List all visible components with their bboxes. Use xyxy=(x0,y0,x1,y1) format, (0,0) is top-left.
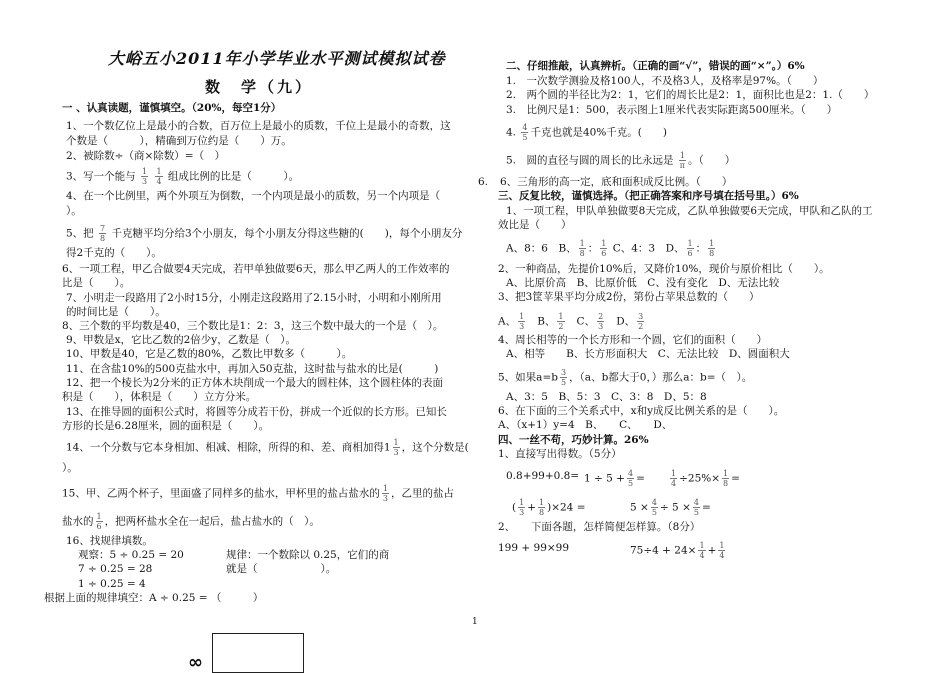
q14-line1 xyxy=(66,438,469,457)
fraction-seven-eighths: $\frac{7}{8}$ xyxy=(100,224,106,243)
s2-q6: 6、三角形的高一定，底和面积成反比例。（ ） xyxy=(500,176,733,188)
q14-text-b: ，这个分数是( xyxy=(401,441,469,454)
s3-q5-text-b: ，（a、b都大于0，）那么a：b=（ ）。 xyxy=(569,371,753,384)
q15-text-b: ，乙里的盐占 xyxy=(390,487,454,500)
fraction-four-fifths-calc2: $\frac{4}{5}$ xyxy=(627,469,634,488)
q5-line2: 得2千克的（ ）。 xyxy=(66,247,162,259)
s4-calc-4-open: ( xyxy=(512,501,517,514)
q11-line: 11、在含盐10%的500克盐水中，再加入50克盐，这时盐与盐水的比是( ) xyxy=(66,363,439,375)
q1-line1: 1、一个数亿位上是最小的合数，百万位上是最小的质数，千位上是最小的奇数，这 xyxy=(66,120,451,132)
s3-q1-line2: 效比是（ ） xyxy=(498,219,572,231)
q15-text-a: 15、甲、乙两个杯子，里面盛了同样多的盐水，甲杯里的盐占盐水的 xyxy=(62,487,380,500)
s4-calc-3 xyxy=(668,469,740,488)
s2-q3: 3. 比例尺是1：500，表示图上1厘米代表实际距离500厘米。（ ） xyxy=(506,104,838,116)
s4-calc-2-text: 1 ÷ 5 + xyxy=(584,472,625,485)
s2-q2: 2. 两个圆的半径比为2：1，它们的周长比是2：1，面积比也是2：1.（ ） xyxy=(506,89,875,101)
q15-text-c: 盐水的 xyxy=(62,515,94,528)
s3-q5 xyxy=(498,368,752,387)
s3-q2-options: A、比原价高 B、比原价低 C、没有变化 D、无法比较 xyxy=(506,277,780,289)
s4-calc-3-eq: = xyxy=(731,472,740,485)
fraction-one-third-q14: $\frac{1}{3}$ xyxy=(393,438,399,457)
s3-q5-text-a: 5、如果a=b xyxy=(498,371,558,384)
s3-q1-line1: 1、一项工程，甲队单独做要8天完成，乙队单独做要6天完成，甲队和乙队的工 xyxy=(506,205,873,217)
s3-q4: 4、周长相等的一个长方形和一个圆，它们的面积（ ） xyxy=(498,334,768,346)
s3-q3-opt-a: A、 xyxy=(498,315,517,328)
q5-line1 xyxy=(66,224,462,243)
s4-calc-5 xyxy=(630,498,711,517)
exam-title: 大峪五小2011年小学毕业水平测试模拟试卷 xyxy=(108,49,446,68)
fraction-four-fifths-s2: $\frac{4}{5}$ xyxy=(522,123,528,142)
s4-calc-4-close: )×24 = xyxy=(547,501,586,514)
s3-q2: 2、一种商品，先提价10%后，又降价10%，现价与原价相比（ ）。 xyxy=(498,263,830,275)
s4-calc-5-eq: = xyxy=(701,501,711,514)
fraction-three-fifths: $\frac{3}{5}$ xyxy=(560,368,567,387)
fraction-one-fourth-calc7b: $\frac{1}{4}$ xyxy=(719,541,725,560)
s2-q6-num: 6. xyxy=(478,176,489,188)
q15-line2 xyxy=(62,512,320,531)
s3-q3: 3、把3筐苹果平均分成2份，第份占苹果总数的（ ） xyxy=(498,291,760,303)
exam-subtitle: 数 学（九） xyxy=(205,78,314,96)
s2-q5 xyxy=(506,151,735,170)
s3-q3-opt-b: B、 xyxy=(537,315,556,328)
fraction-one-fourth: $\frac{1}{4}$ xyxy=(156,167,162,186)
s4-calc-7 xyxy=(630,541,727,560)
q16-rule2: 就是（ ）。 xyxy=(226,563,337,575)
s4-calc-1: 0.8+99+0.8= xyxy=(506,470,580,482)
s4-calc-4 xyxy=(512,498,586,517)
fraction-three-halves: $\frac{3}{2}$ xyxy=(638,312,644,331)
fraction-one-third: $\frac{1}{3}$ xyxy=(142,167,148,186)
s4-calc-5-b: ÷ 5 × xyxy=(659,501,691,514)
page-number: 1 xyxy=(472,617,478,627)
fraction-four-fifths-calc5b: $\frac{4}{5}$ xyxy=(693,498,699,517)
fraction-one-fourth-calc3: $\frac{1}{4}$ xyxy=(671,469,677,488)
s3-q3-opt-c: C、 xyxy=(576,315,596,328)
q15-text-d: ，把两杯盐水全在一起后，盐占盐水的（ ）。 xyxy=(104,515,320,528)
q16-rule: 规律：一个数除以 0.25，它们的商 xyxy=(226,549,390,561)
fraction-one-eighth-s3: $\frac{1}{8}$ xyxy=(579,239,585,258)
s3-q4-options: A、相等 B、长方形面积大 C、无法比较 D、圆面积大 xyxy=(506,348,790,360)
fraction-one-eighth-calc3: $\frac{1}{8}$ xyxy=(723,469,729,488)
q7-line1: 7、小明走一段路用了2小时15分，小刚走这段路用了2.15小时，小明和小刚所用 xyxy=(66,292,442,304)
s3-q1-options xyxy=(506,239,717,258)
s2-q4 xyxy=(506,123,667,142)
s2-q4-text: 千克也就是40%千克。( ) xyxy=(530,126,667,139)
q5-text-a: 5、把 xyxy=(66,227,94,240)
fraction-four-fifths-calc5a: $\frac{4}{5}$ xyxy=(651,498,657,517)
s2-q5-text-b: 。（ ） xyxy=(687,154,736,167)
fraction-one-pi: $\frac{1}{\pi}$ xyxy=(679,151,686,170)
fraction-one-eighth-calc4: $\frac{1}{8}$ xyxy=(539,498,545,517)
q6-line2: 比是（ ）。 xyxy=(62,277,131,289)
fraction-one-half: $\frac{1}{2}$ xyxy=(558,312,564,331)
q3-text-a: 3、写一个能与 xyxy=(66,170,136,183)
s4-calc-7-text: 75÷4 + 24× xyxy=(630,544,697,557)
fraction-one-sixth-s3d: $\frac{1}{6}$ xyxy=(687,239,693,258)
s3-q6: 6、在下面的三个关系式中，x和y成反比例关系的是（ ）。 xyxy=(498,405,785,417)
s3-q1-opt-cd: C、4：3 D、 xyxy=(612,242,685,255)
fraction-one-sixth-s3: $\frac{1}{6}$ xyxy=(601,239,607,258)
q16-fill: 根据上面的规律填空：A ÷ 0.25 = （ ） xyxy=(44,592,264,604)
section1-heading: 一 、认真读题，谨慎填空。（20%，每空1分） xyxy=(62,102,282,114)
fraction-one-third-q15: $\frac{1}{3}$ xyxy=(382,484,388,503)
q12-line2: 积是（ ），体积是（ ）立方分米。 xyxy=(62,391,257,403)
q5-text-b: 千克糖平均分给3个小朋友，每个小朋友分得这些糖的( )，每个小朋友分 xyxy=(111,227,463,240)
q1-line2: 个数是（ ），精确到万位约是（ ）万。 xyxy=(66,135,292,147)
fraction-one-third-s3: $\frac{1}{3}$ xyxy=(519,312,525,331)
fraction-one-third-calc4: $\frac{1}{3}$ xyxy=(519,498,525,517)
s3-q6-options: A、（x+1）y=4 B、 C、 D、 xyxy=(498,419,673,431)
q13-line1: 13、在推导圆的面积公式时，将圆等分成若干份，拼成一个近似的长方形。已知长 xyxy=(66,406,447,418)
section4-heading: 四、一丝不苟，巧妙计算。26% xyxy=(498,434,649,446)
s3-q1-colon-a: ： xyxy=(587,242,599,255)
fraction-one-sixth-q15: $\frac{1}{6}$ xyxy=(96,512,102,531)
q16-observe: 观察：5 ÷ 0.25 = 20 xyxy=(78,549,184,561)
fraction-two-thirds: $\frac{2}{3}$ xyxy=(598,312,604,331)
q15-line1 xyxy=(62,484,454,503)
q13-line2: 方形的长是6.28厘米，圆的面积是（ ）。 xyxy=(62,420,270,432)
q16-heading: 16、找规律填数。 xyxy=(66,535,153,547)
q4-line1: 4、在一个比例里，两个外项互为倒数，一个内项是最小的质数，另一个内项是（ xyxy=(66,190,441,202)
q3-text-b: 组成比例的比是（ ）。 xyxy=(167,170,300,183)
infinity-symbol: ∞ xyxy=(188,652,203,673)
s4-calc-3-text: ÷25%× xyxy=(679,472,721,485)
s3-q3-options xyxy=(498,312,646,331)
s4-calc-4-plus: + xyxy=(527,501,537,514)
q3-line xyxy=(66,167,299,186)
s2-q1: 1. 一次数学测验及格100人，不及格3人，及格率是97%。（ ） xyxy=(506,75,824,87)
s3-q5-options: A、3：5 B、5：3 C、3：8 D、5：8 xyxy=(506,391,707,403)
q16-row2: 7 ÷ 0.25 = 28 xyxy=(78,563,153,575)
q14-line2: ）。 xyxy=(62,462,78,474)
q2-line: 2、被除数÷（商×除数）=（ ） xyxy=(66,150,226,162)
q7-line2: 的时间比是（ ）。 xyxy=(66,306,166,318)
s4-calc-2: 1 ÷ 5 + $\frac{4}{5}$ = xyxy=(584,469,645,488)
q12-line1: 12、把一个棱长为2分米的正方体木块削成一个最大的圆柱体，这个圆柱体的表面 xyxy=(66,377,444,389)
q14-text-a: 14、一个分数与它本身相加、相减、相除，所得的和、差、商相加得1 xyxy=(66,441,391,454)
q10-line: 10、甲数是40，它是乙数的80%，乙数比甲数多（ ）。 xyxy=(66,348,353,360)
s3-q3-opt-d: D、 xyxy=(616,315,636,328)
q9-line: 9、甲数是x，它比乙数的2倍少y，乙数是（ ）。 xyxy=(66,334,296,346)
s4-calc-6: 199 + 99×99 xyxy=(498,542,570,554)
s2-q5-text-a: 5. 圆的直径与圆的周长的比永远是 xyxy=(506,154,674,167)
s3-q1-colon-b: ： xyxy=(695,242,707,255)
q8-line: 8、三个数的平均数是40，三个数比是1：2：3，这三个数中最大的一个是（ ）。 xyxy=(62,320,444,332)
s4-q1: 1、直接写出得数。（5分） xyxy=(498,448,622,460)
q4-line2: ）。 xyxy=(66,205,82,217)
q16-row3: 1 ÷ 0.25 = 4 xyxy=(78,578,146,590)
s2-q4-num: 4. xyxy=(506,126,517,139)
section2-heading: 二、仔细推敲，认真辨析。（正确的画“√”，错误的画“×”。）6% xyxy=(506,60,805,72)
q6-line1: 6、一项工程，甲乙合做要4天完成，若甲单独做要6天，那么甲乙两人的工作效率的 xyxy=(62,263,450,275)
s4-q2: 2、 下面各题，怎样简便怎样算。（8分） xyxy=(498,521,701,533)
s3-q1-opt-ab: A、8：6 B、 xyxy=(506,242,577,255)
fraction-one-fourth-calc7a: $\frac{1}{4}$ xyxy=(699,541,705,560)
s4-calc-7-plus: + xyxy=(707,544,717,557)
section3-heading: 三、反复比较，谨慎选择。（把正确答案和序号填在括号里。）6% xyxy=(498,190,799,202)
score-box xyxy=(212,633,304,673)
s4-calc-5-a: 5 × xyxy=(630,501,649,514)
fraction-one-eighth-s3d: $\frac{1}{8}$ xyxy=(709,239,715,258)
